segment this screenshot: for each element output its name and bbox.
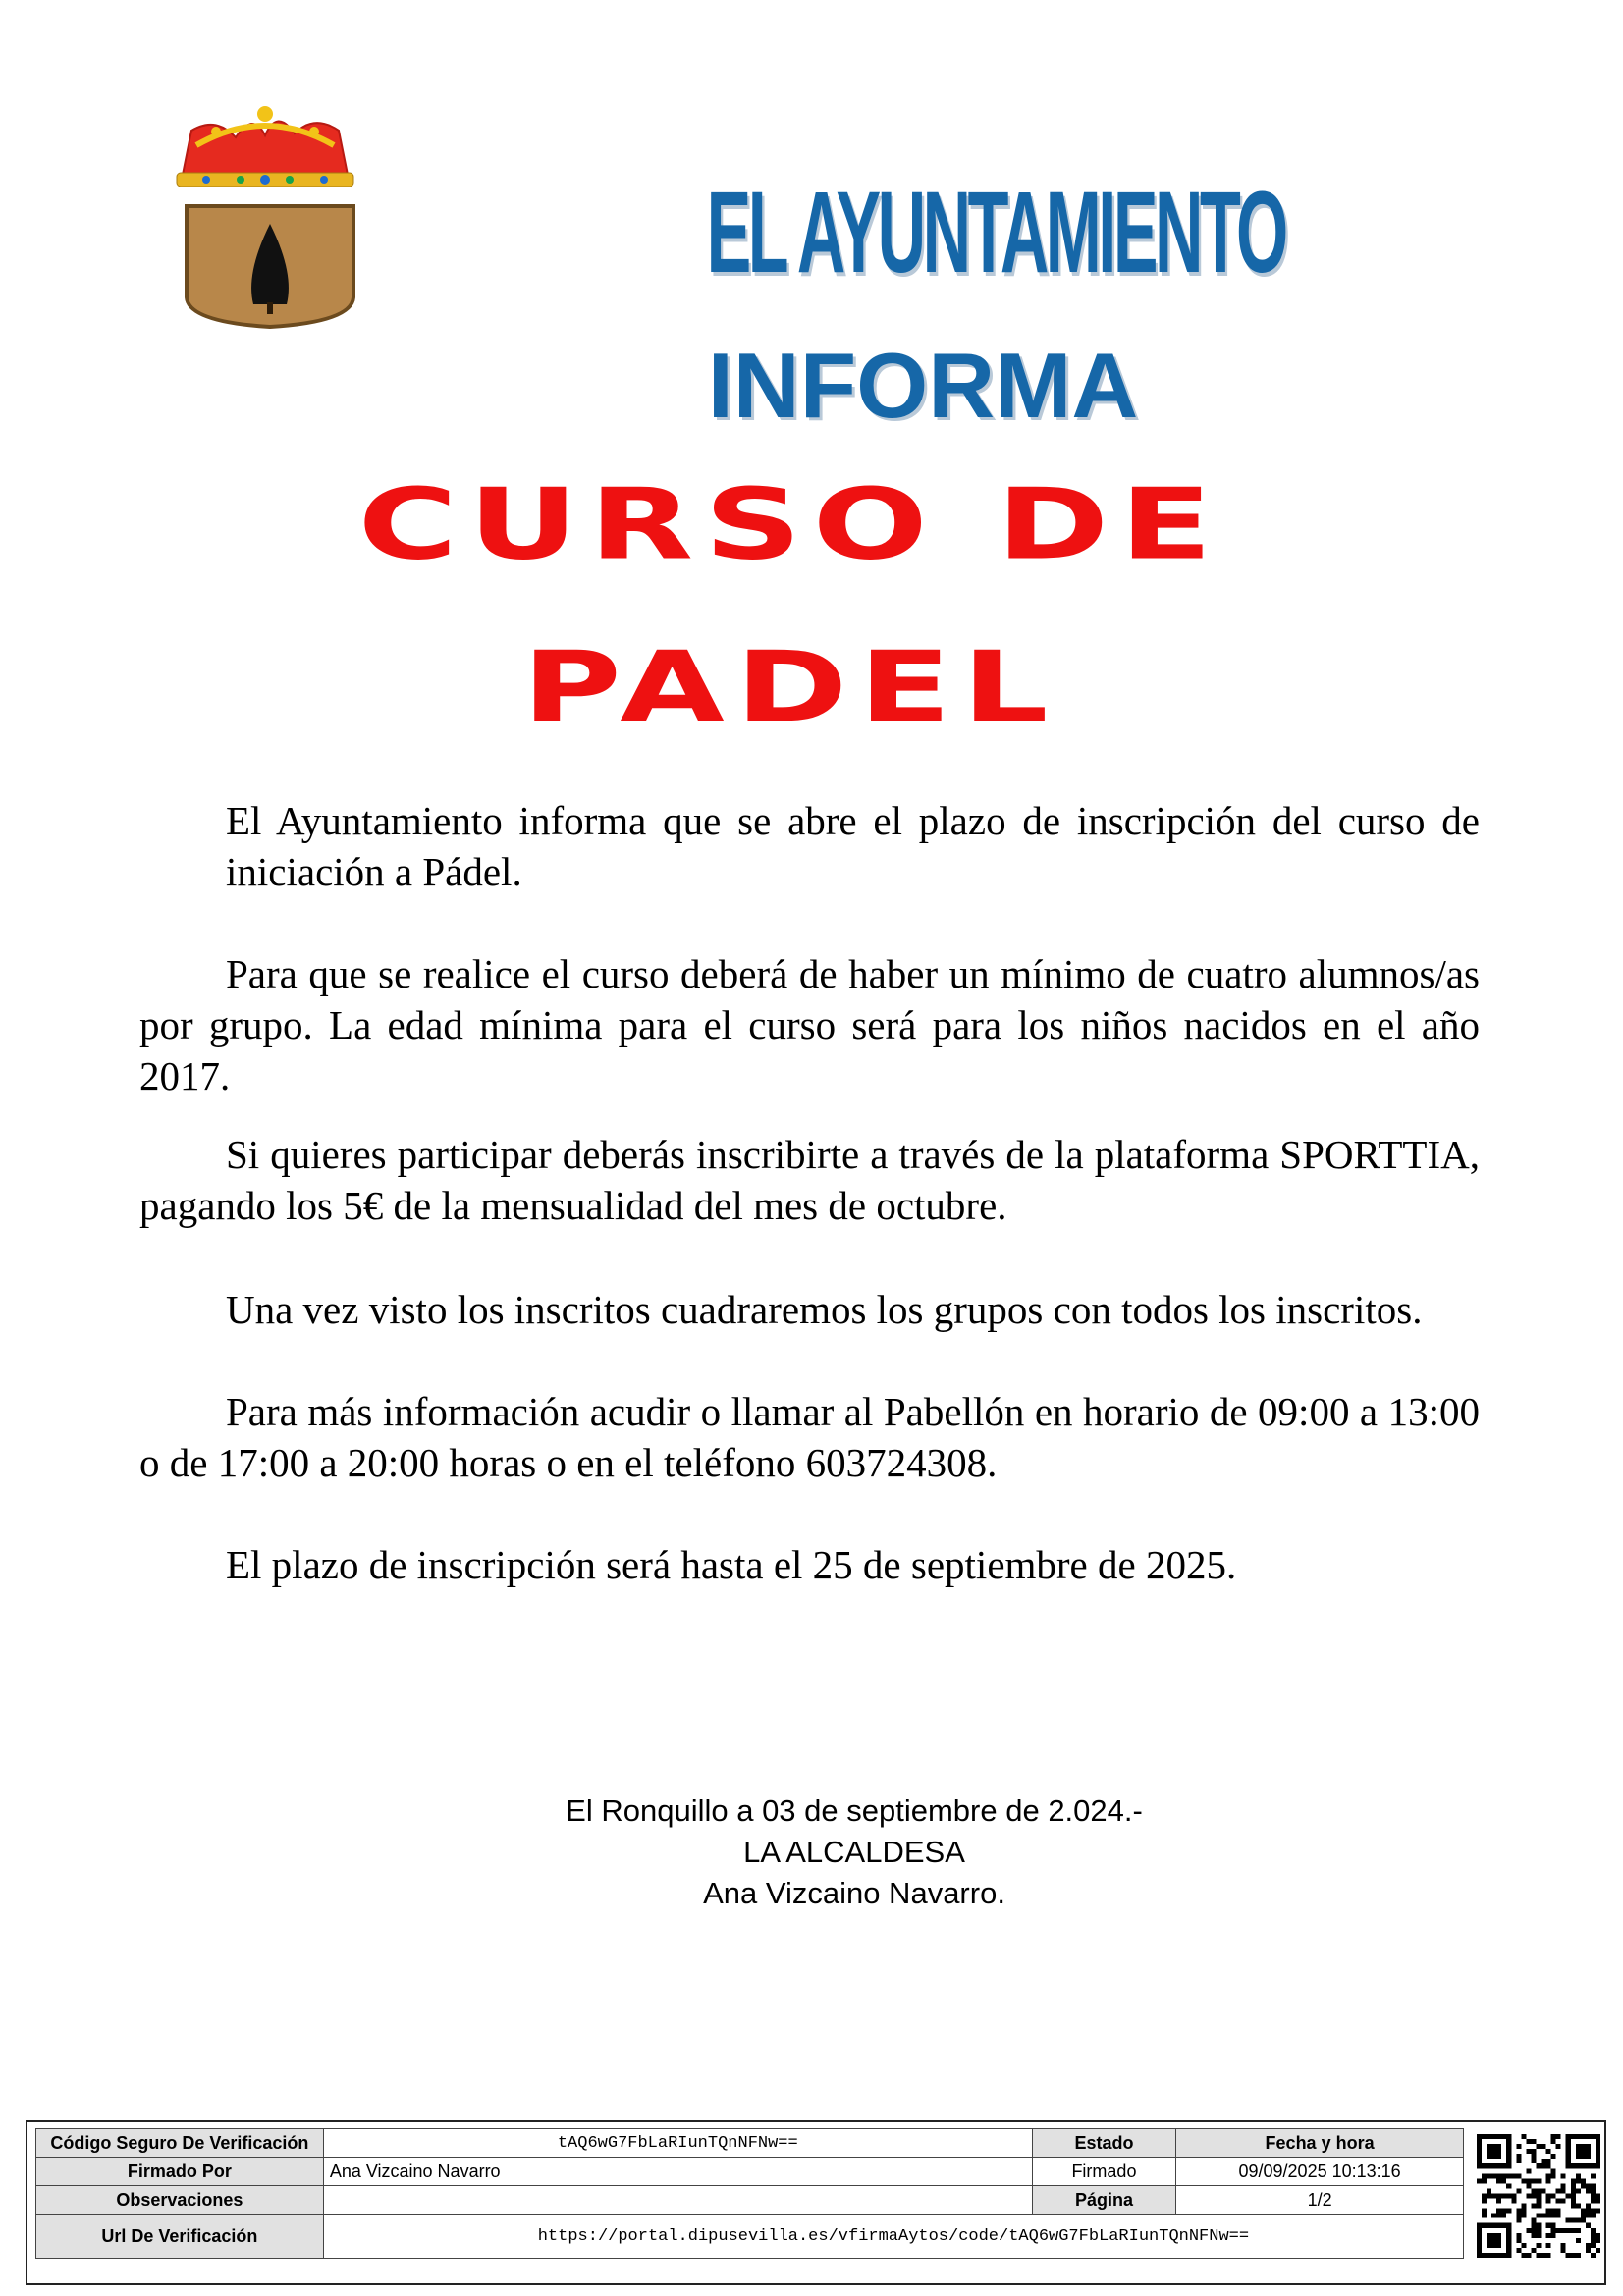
observaciones-value [323,2186,1032,2215]
signature-place-date: El Ronquillo a 03 de septiembre de 2.024.- [566,1793,1143,1828]
csv-value: tAQ6wG7FbLaRIunTQnNFNw== [323,2129,1032,2158]
table-row [36,2215,1464,2259]
crown-icon [177,106,353,187]
paragraph-intro: El Ayuntamiento informa que se abre el plazo de inscripción del curso de iniciación a Pádel. [226,798,1480,894]
firmado-label: Firmado Por [36,2158,324,2186]
paragraph-deadline: El plazo de inscripción será hasta el 25 de septiembre de 2025. [226,1542,1237,1587]
qr-code-icon [1477,2134,1600,2258]
paragraph-groups: Una vez visto los inscritos cuadraremos los grupos con todos los inscritos. [226,1287,1423,1332]
table-row [36,2186,1464,2215]
signature-block [461,1790,1247,1914]
estado-label: Estado [1032,2129,1175,2158]
signature-name: Ana Vizcaino Navarro. [703,1876,1005,1910]
paragraph-requirements: Para que se realice el curso deberá de haber un mínimo de cuatro alumnos/as por grupo. La edad mínima para el curso será para los niños nacidos en el año 2017. [139,951,1480,1098]
table-row [36,2129,1464,2158]
header-line-ayuntamiento: EL AYUNTAMIENTO [706,168,1285,297]
notice-body [139,795,1480,1590]
verification-table [35,2128,1464,2259]
paragraph-registration: Si quieres participar deberás inscribirte a través de la plataforma SPORTTIA, pagando los 5€ de la mensualidad del mes de octubre. [139,1132,1480,1228]
table-row [36,2158,1464,2186]
url-label: Url De Verificación [36,2215,324,2259]
signature-role: LA ALCALDESA [743,1835,965,1869]
observaciones-label: Observaciones [36,2186,324,2215]
fecha-label: Fecha y hora [1176,2129,1464,2158]
verification-box [26,2120,1606,2285]
url-value[interactable]: https://portal.dipusevilla.es/vfirmaAytos/code/tAQ6wG7FbLaRIunTQnNFNw== [323,2215,1463,2259]
pagina-label: Página [1032,2186,1175,2215]
title-padel: PADEL [521,630,1059,745]
estado-value: Firmado [1032,2158,1175,2186]
shield-icon [187,206,353,327]
paragraph-contact: Para más información acudir o llamar al Pabellón en horario de 09:00 a 13:00 o de 17:00 a 20:00 horas o en el teléfono 603724308. [139,1389,1480,1485]
csv-label: Código Seguro De Verificación [36,2129,324,2158]
coat-of-arms-icon [137,86,442,342]
header-line-informa: INFORMA [707,334,1139,437]
firmado-value: Ana Vizcaino Navarro [323,2158,1032,2186]
pagina-value: 1/2 [1176,2186,1464,2215]
fecha-value: 09/09/2025 10:13:16 [1176,2158,1464,2186]
title-curso-de: CURSO DE [357,467,1223,582]
